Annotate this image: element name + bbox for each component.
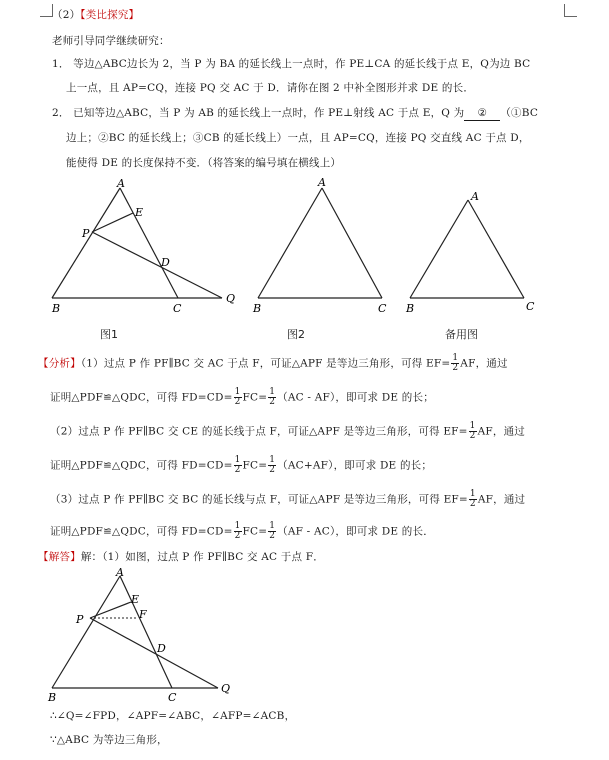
- fraction-half: $\frac{1}{2}$: [269, 455, 276, 475]
- fraction-half: $\frac{1}{2}$: [269, 521, 276, 541]
- problem-1-text-1: 等边△ABC边长为 2，当 P 为 BA 的延长线上一点时，作 PE⊥CA 的延长线于点 E，Q为边 BC: [73, 58, 531, 70]
- sol-side-ab: [52, 576, 120, 688]
- analysis-line-6: [50, 522, 549, 541]
- analysis-line-2: [50, 388, 549, 407]
- analysis-2c: 证明△PDF≌△QDC，可得 FD=CD=: [50, 459, 233, 472]
- problem-2-text-1: 已知等边△ABC，当 P 为 AB 的延长线上一点时，作 PE⊥射线 AC 于点 E，Q 为: [73, 107, 465, 119]
- sol-segment-pq: [90, 618, 218, 688]
- fraction-half: $\frac{1}{2}$: [469, 421, 476, 441]
- analysis-line-5: [50, 490, 549, 509]
- fraction-half: $\frac{1}{2}$: [234, 521, 241, 541]
- fig2-side-ab: [258, 188, 322, 298]
- sol-point-b: B: [48, 691, 57, 704]
- analysis-1a: （1）过点 P 作 PF∥BC 交 AC 于点 F，可证△APF 是等边三角形，可得 EF=: [80, 357, 451, 370]
- figures-row: [40, 176, 540, 344]
- fig3-side-ab: [410, 200, 468, 298]
- solution-text: 解：（1）如图，过点 P 作 PF∥BC 交 AC 于点 F．: [80, 551, 324, 563]
- fig3-point-a: A: [471, 190, 479, 203]
- fraction-half: $\frac{1}{2}$: [469, 489, 476, 509]
- solution-line-1: [38, 550, 549, 564]
- sol-side-ac: [120, 576, 172, 688]
- fig1-point-a: A: [117, 177, 125, 190]
- solution-step-2: ∵△ABC 为等边三角形，: [50, 734, 168, 746]
- sol-point-q: Q: [221, 682, 231, 695]
- fraction-half: $\frac{1}{2}$: [234, 455, 241, 475]
- fig2-point-a: A: [318, 176, 326, 189]
- fig1-point-e: E: [135, 206, 144, 219]
- intro-text: 老师引导同学继续研究：: [52, 35, 170, 47]
- sol-point-p: P: [76, 613, 84, 626]
- fig3-point-b: B: [406, 302, 415, 315]
- fig1-point-c: C: [173, 302, 182, 315]
- answer-blank: ②: [464, 106, 500, 121]
- problem-2-line-2: 边上；②BC 的延长线上；③CB 的延长线上）一点，且 AP=CQ，连接 PQ 交直线 AC 于点 D，: [66, 132, 530, 144]
- analysis-1e: （AC - AF），即可求 DE 的长；: [277, 391, 434, 404]
- analysis-line-4: [50, 456, 549, 475]
- figure-1-label: 图1: [100, 328, 118, 341]
- solution-step-1: ∴∠Q=∠FPD，∠APF=∠ABC，∠AFP=∠ACB，: [50, 710, 296, 722]
- part-number: （2）: [52, 9, 81, 21]
- solution-tag: 【解答】: [38, 551, 81, 563]
- figure-1: [51, 177, 235, 315]
- analysis-2e: （AC+AF），即可求 DE 的长；: [277, 459, 433, 472]
- analysis-1c: 证明△PDF≌△QDC，可得 FD=CD=: [50, 391, 233, 404]
- fig3-side-ac: [468, 200, 524, 298]
- analysis-2d: FC=: [242, 459, 268, 472]
- problem-2-text-1b: （①BC: [500, 107, 539, 119]
- figure-backup-label: 备用图: [445, 328, 478, 341]
- section-heading: [52, 8, 549, 22]
- margin-corner-right: [564, 4, 577, 17]
- analysis-line-3: [50, 422, 549, 441]
- sol-point-a: A: [116, 566, 124, 579]
- figure-2-label: 图2: [287, 328, 305, 341]
- sol-point-e: E: [131, 593, 140, 606]
- problem-1-line-1: [52, 57, 549, 71]
- sol-segment-pe: [90, 602, 131, 618]
- analysis-2a: （2）过点 P 作 PF∥BC 交 CE 的延长线于点 F，可证△APF 是等边三角形，可得 EF=: [50, 425, 468, 438]
- fig1-side-ac: [120, 188, 178, 298]
- analysis-1d: FC=: [242, 391, 268, 404]
- fig2-side-ac: [322, 188, 382, 298]
- sol-point-d: D: [157, 642, 166, 655]
- problem-2-number: 2．: [52, 107, 70, 119]
- analysis-line-1: [38, 354, 549, 373]
- fig1-segment-pq: [92, 232, 222, 298]
- fraction-half: $\frac{1}{2}$: [269, 387, 276, 407]
- problem-1-line-2: 上一点，且 AP=CQ，连接 PQ 交 AC 于 D．请你在图 2 中补全图形并求 DE 的长．: [66, 82, 475, 94]
- fig2-point-b: B: [253, 302, 262, 315]
- fig1-side-ab: [52, 188, 120, 298]
- fraction-half: $\frac{1}{2}$: [234, 387, 241, 407]
- analysis-tag: 【分析】: [38, 357, 81, 370]
- figure-backup: [405, 190, 535, 315]
- figure-2: [252, 176, 387, 315]
- fraction-half: $\frac{1}{2}$: [452, 353, 459, 373]
- fig1-point-b: B: [52, 302, 61, 315]
- analysis-1b: AF，通过: [460, 357, 508, 370]
- fig1-point-d: D: [161, 256, 170, 269]
- problem-2-line-3: 能使得 DE 的长度保持不变．（将答案的编号填在横线上）: [66, 157, 342, 169]
- fig2-point-c: C: [378, 302, 387, 315]
- fig1-point-q: Q: [226, 292, 236, 305]
- problem-1-number: 1．: [52, 58, 70, 70]
- fig1-point-p: P: [82, 227, 90, 240]
- sol-point-f: F: [139, 608, 147, 621]
- problem-2-line-1: [52, 106, 549, 121]
- sol-point-c: C: [168, 691, 177, 704]
- analysis-2b: AF，通过: [477, 425, 525, 438]
- section-title: 【类比探究】: [80, 9, 140, 21]
- fig3-point-c: C: [526, 300, 535, 313]
- analysis-3d: FC=: [242, 525, 268, 538]
- analysis-3c: 证明△PDF≌△QDC，可得 FD=CD=: [50, 525, 233, 538]
- analysis-3a: （3）过点 P 作 PF∥BC 交 BC 的延长线与点 F，可证△APF 是等边三角形，可得 EF=: [50, 493, 468, 506]
- analysis-3b: AF，通过: [477, 493, 526, 506]
- analysis-3e: （AF - AC），即可求 DE 的长．: [277, 525, 434, 538]
- solution-figure: [40, 566, 250, 706]
